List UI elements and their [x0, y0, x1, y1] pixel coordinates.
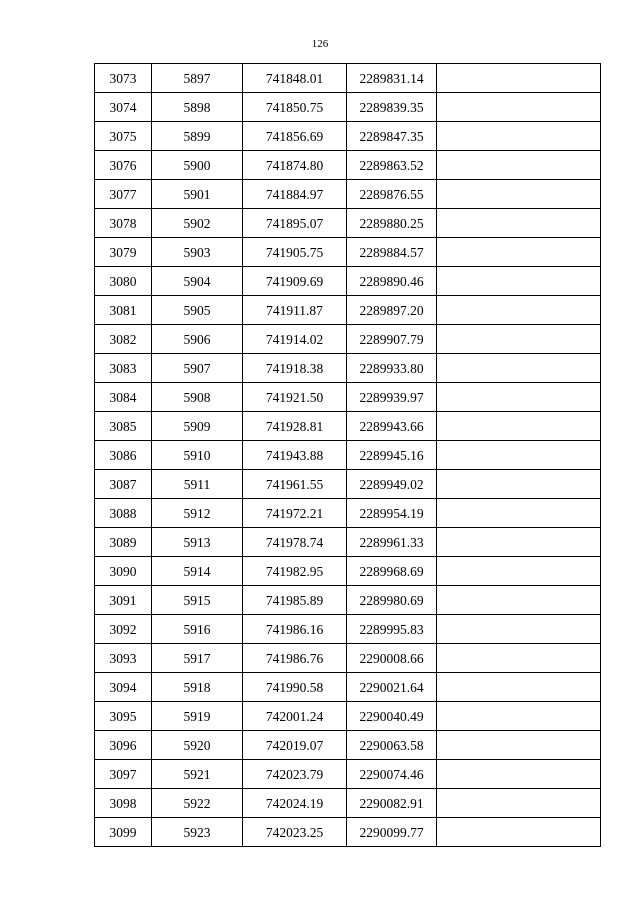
y-coordinate-cell: 2289831.14: [347, 64, 437, 93]
x-coordinate-cell: 741850.75: [243, 93, 347, 122]
y-coordinate-cell: 2289880.25: [347, 209, 437, 238]
x-coordinate-cell: 741990.58: [243, 673, 347, 702]
point-id-cell: 5912: [152, 499, 243, 528]
page-number: 126: [311, 38, 329, 50]
x-coordinate-cell: 741986.16: [243, 615, 347, 644]
table-row: [95, 586, 601, 615]
table-row: [95, 760, 601, 789]
table-row: [95, 209, 601, 238]
y-coordinate-cell: 2289876.55: [347, 180, 437, 209]
row-index-cell: 3099: [95, 818, 152, 847]
table-row: [95, 441, 601, 470]
note-cell: [437, 760, 601, 789]
table-row: [95, 528, 601, 557]
row-index-cell: 3080: [95, 267, 152, 296]
row-index-cell: 3087: [95, 470, 152, 499]
row-index-cell: 3077: [95, 180, 152, 209]
note-cell: [437, 586, 601, 615]
point-id-cell: 5906: [152, 325, 243, 354]
note-cell: [437, 644, 601, 673]
note-cell: [437, 673, 601, 702]
point-id-cell: 5910: [152, 441, 243, 470]
point-id-cell: 5914: [152, 557, 243, 586]
y-coordinate-cell: 2289949.02: [347, 470, 437, 499]
table-row: [95, 499, 601, 528]
table-row: [95, 151, 601, 180]
row-index-cell: 3084: [95, 383, 152, 412]
x-coordinate-cell: 742023.79: [243, 760, 347, 789]
row-index-cell: 3081: [95, 296, 152, 325]
note-cell: [437, 325, 601, 354]
y-coordinate-cell: 2289897.20: [347, 296, 437, 325]
point-id-cell: 5902: [152, 209, 243, 238]
x-coordinate-cell: 741911.87: [243, 296, 347, 325]
note-cell: [437, 296, 601, 325]
table-row: [95, 238, 601, 267]
table-row: [95, 557, 601, 586]
note-cell: [437, 209, 601, 238]
point-id-cell: 5915: [152, 586, 243, 615]
row-index-cell: 3096: [95, 731, 152, 760]
y-coordinate-cell: 2290063.58: [347, 731, 437, 760]
x-coordinate-cell: 742024.19: [243, 789, 347, 818]
row-index-cell: 3093: [95, 644, 152, 673]
y-coordinate-cell: 2289847.35: [347, 122, 437, 151]
x-coordinate-cell: 741921.50: [243, 383, 347, 412]
note-cell: [437, 615, 601, 644]
row-index-cell: 3089: [95, 528, 152, 557]
table-row: [95, 64, 601, 93]
table-row: [95, 731, 601, 760]
table-row: [95, 412, 601, 441]
x-coordinate-cell: 741985.89: [243, 586, 347, 615]
table-row: [95, 93, 601, 122]
row-index-cell: 3073: [95, 64, 152, 93]
row-index-cell: 3090: [95, 557, 152, 586]
table-row: [95, 354, 601, 383]
y-coordinate-cell: 2289995.83: [347, 615, 437, 644]
row-index-cell: 3076: [95, 151, 152, 180]
row-index-cell: 3083: [95, 354, 152, 383]
y-coordinate-cell: 2289961.33: [347, 528, 437, 557]
row-index-cell: 3091: [95, 586, 152, 615]
point-id-cell: 5903: [152, 238, 243, 267]
table-row: [95, 180, 601, 209]
point-id-cell: 5905: [152, 296, 243, 325]
y-coordinate-cell: 2289939.97: [347, 383, 437, 412]
x-coordinate-cell: 741848.01: [243, 64, 347, 93]
row-index-cell: 3074: [95, 93, 152, 122]
x-coordinate-cell: 741972.21: [243, 499, 347, 528]
y-coordinate-cell: 2289884.57: [347, 238, 437, 267]
y-coordinate-cell: 2290040.49: [347, 702, 437, 731]
y-coordinate-cell: 2289954.19: [347, 499, 437, 528]
row-index-cell: 3092: [95, 615, 152, 644]
table-row: [95, 818, 601, 847]
table-row: [95, 325, 601, 354]
table-row: [95, 702, 601, 731]
point-id-cell: 5913: [152, 528, 243, 557]
point-id-cell: 5900: [152, 151, 243, 180]
x-coordinate-cell: 741986.76: [243, 644, 347, 673]
x-coordinate-cell: 741856.69: [243, 122, 347, 151]
x-coordinate-cell: 741909.69: [243, 267, 347, 296]
note-cell: [437, 238, 601, 267]
x-coordinate-cell: 741895.07: [243, 209, 347, 238]
x-coordinate-cell: 742023.25: [243, 818, 347, 847]
row-index-cell: 3097: [95, 760, 152, 789]
point-id-cell: 5911: [152, 470, 243, 499]
y-coordinate-cell: 2290099.77: [347, 818, 437, 847]
table-row: [95, 296, 601, 325]
x-coordinate-cell: 741884.97: [243, 180, 347, 209]
point-id-cell: 5904: [152, 267, 243, 296]
point-id-cell: 5899: [152, 122, 243, 151]
y-coordinate-cell: 2289863.52: [347, 151, 437, 180]
x-coordinate-cell: 741961.55: [243, 470, 347, 499]
y-coordinate-cell: 2289943.66: [347, 412, 437, 441]
x-coordinate-cell: 741978.74: [243, 528, 347, 557]
table-row: [95, 615, 601, 644]
x-coordinate-cell: 741905.75: [243, 238, 347, 267]
x-coordinate-cell: 741928.81: [243, 412, 347, 441]
x-coordinate-cell: 741918.38: [243, 354, 347, 383]
row-index-cell: 3086: [95, 441, 152, 470]
point-id-cell: 5909: [152, 412, 243, 441]
table-row: [95, 673, 601, 702]
note-cell: [437, 702, 601, 731]
note-cell: [437, 528, 601, 557]
note-cell: [437, 122, 601, 151]
point-id-cell: 5923: [152, 818, 243, 847]
point-id-cell: 5919: [152, 702, 243, 731]
point-id-cell: 5920: [152, 731, 243, 760]
table-row: [95, 644, 601, 673]
note-cell: [437, 354, 601, 383]
y-coordinate-cell: 2289933.80: [347, 354, 437, 383]
x-coordinate-cell: 742019.07: [243, 731, 347, 760]
note-cell: [437, 412, 601, 441]
row-index-cell: 3094: [95, 673, 152, 702]
y-coordinate-cell: 2289968.69: [347, 557, 437, 586]
point-id-cell: 5922: [152, 789, 243, 818]
coordinate-table: [94, 63, 601, 847]
x-coordinate-cell: 741914.02: [243, 325, 347, 354]
x-coordinate-cell: 741874.80: [243, 151, 347, 180]
y-coordinate-cell: 2289839.35: [347, 93, 437, 122]
row-index-cell: 3079: [95, 238, 152, 267]
note-cell: [437, 93, 601, 122]
table-row: [95, 470, 601, 499]
point-id-cell: 5918: [152, 673, 243, 702]
note-cell: [437, 499, 601, 528]
row-index-cell: 3078: [95, 209, 152, 238]
y-coordinate-cell: 2290082.91: [347, 789, 437, 818]
y-coordinate-cell: 2289890.46: [347, 267, 437, 296]
row-index-cell: 3082: [95, 325, 152, 354]
row-index-cell: 3098: [95, 789, 152, 818]
point-id-cell: 5921: [152, 760, 243, 789]
y-coordinate-cell: 2290021.64: [347, 673, 437, 702]
y-coordinate-cell: 2289907.79: [347, 325, 437, 354]
table-row: [95, 267, 601, 296]
row-index-cell: 3075: [95, 122, 152, 151]
point-id-cell: 5907: [152, 354, 243, 383]
table-row: [95, 789, 601, 818]
row-index-cell: 3085: [95, 412, 152, 441]
coordinate-table-body: [95, 64, 601, 847]
y-coordinate-cell: 2290074.46: [347, 760, 437, 789]
point-id-cell: 5898: [152, 93, 243, 122]
point-id-cell: 5897: [152, 64, 243, 93]
y-coordinate-cell: 2290008.66: [347, 644, 437, 673]
x-coordinate-cell: 742001.24: [243, 702, 347, 731]
note-cell: [437, 470, 601, 499]
x-coordinate-cell: 741943.88: [243, 441, 347, 470]
y-coordinate-cell: 2289980.69: [347, 586, 437, 615]
note-cell: [437, 180, 601, 209]
note-cell: [437, 731, 601, 760]
note-cell: [437, 789, 601, 818]
point-id-cell: 5916: [152, 615, 243, 644]
note-cell: [437, 383, 601, 412]
row-index-cell: 3095: [95, 702, 152, 731]
note-cell: [437, 818, 601, 847]
note-cell: [437, 441, 601, 470]
point-id-cell: 5917: [152, 644, 243, 673]
table-row: [95, 122, 601, 151]
row-index-cell: 3088: [95, 499, 152, 528]
point-id-cell: 5908: [152, 383, 243, 412]
note-cell: [437, 557, 601, 586]
table-row: [95, 383, 601, 412]
x-coordinate-cell: 741982.95: [243, 557, 347, 586]
note-cell: [437, 151, 601, 180]
note-cell: [437, 267, 601, 296]
note-cell: [437, 64, 601, 93]
point-id-cell: 5901: [152, 180, 243, 209]
y-coordinate-cell: 2289945.16: [347, 441, 437, 470]
